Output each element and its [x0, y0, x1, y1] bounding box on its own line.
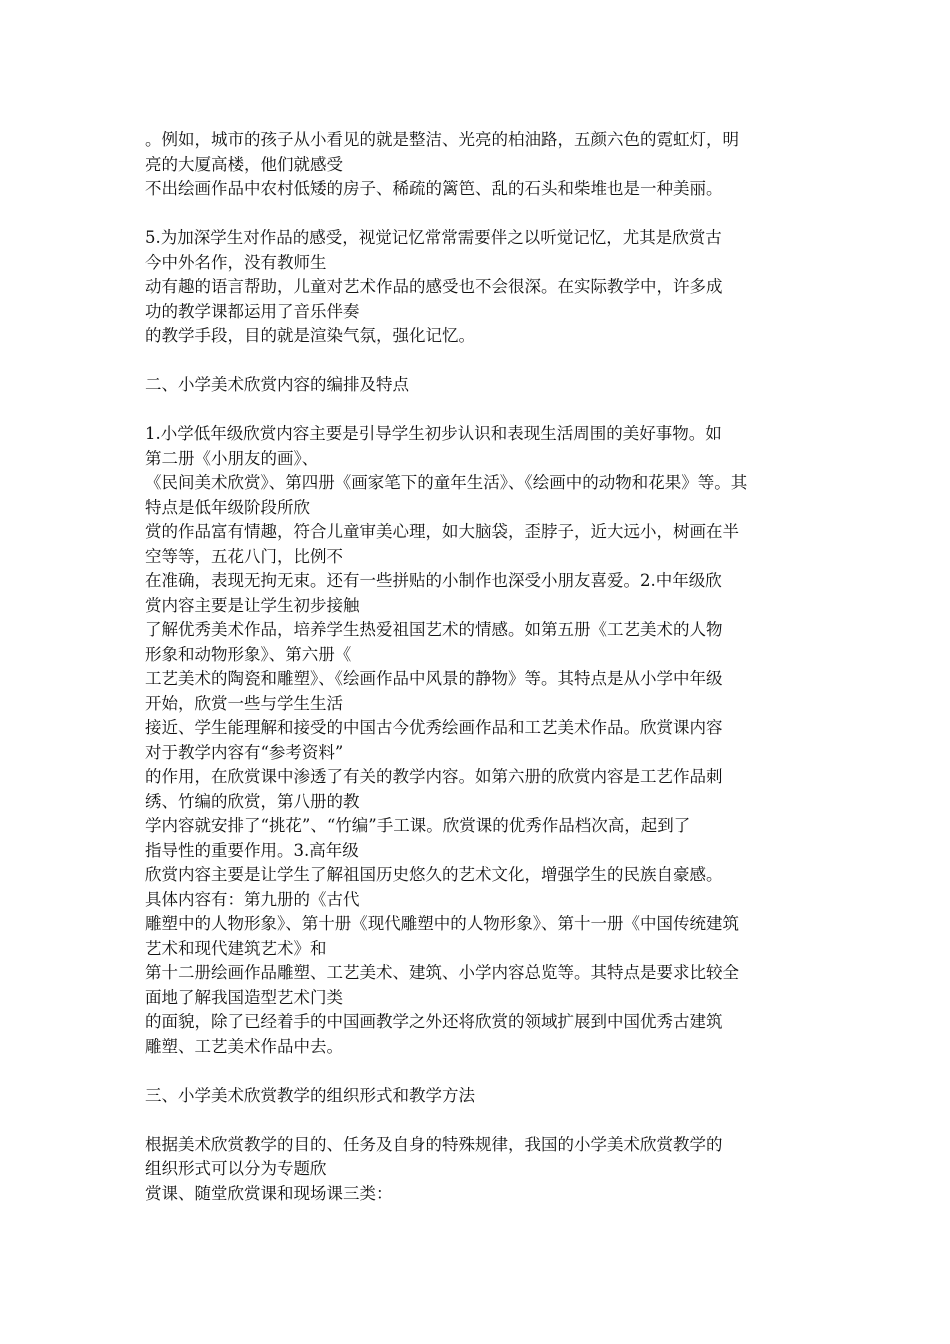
paragraph-gap [145, 398, 813, 423]
text-line: 第十二册绘画作品雕塑、工艺美术、建筑、小学内容总览等。其特点是要求比较全 [145, 963, 739, 982]
paragraph [145, 128, 813, 202]
text-line: 具体内容有：第九册的《古代 [145, 889, 360, 909]
text-line: 的面貌，除了已经着手的中国画教学之外还将欣赏的领域扩展到中国优秀古建筑 [145, 1012, 723, 1031]
text-line: 在准确，表现无拘无束。还有一些拼贴的小制作也深受小朋友喜爱。2.中年级欣 [145, 571, 722, 590]
section-heading [145, 1084, 813, 1109]
paragraph-gap [145, 202, 813, 227]
text-line: 对于教学内容有“参考资料” [145, 742, 344, 762]
text-line: 动有趣的语言帮助，儿童对艺术作品的感受也不会很深。在实际教学中，许多成 [145, 277, 723, 296]
text-line: 工艺美术的陶瓷和雕塑》、《绘画作品中风景的静物》等。其特点是从小学中年级 [145, 669, 723, 688]
document-page [145, 128, 813, 1206]
text-line: 赏课、随堂欣赏课和现场课三类： [145, 1183, 393, 1203]
text-line: 《民间美术欣赏》、第四册《画家笔下的童年生活》、《绘画中的动物和花果》等。其 [145, 473, 748, 492]
paragraph-gap [145, 1108, 813, 1133]
text-line: 空等等，五花八门，比例不 [145, 546, 343, 566]
text-line: 学内容就安排了“挑花”、“竹编”手工课。欣赏课的优秀作品档次高，起到了 [145, 816, 691, 835]
text-line: 1.小学低年级欣赏内容主要是引导学生初步认识和表现生活周围的美好事物。如 [145, 424, 722, 443]
paragraph [145, 1133, 813, 1207]
text-line: 亮的大厦高楼，他们就感受 [145, 154, 343, 174]
text-line: 5.为加深学生对作品的感受，视觉记忆常常需要伴之以听觉记忆，尤其是欣赏古 [145, 228, 722, 247]
paragraph [145, 226, 813, 349]
text-line: 的教学手段，目的就是渲染气氛，强化记忆。 [145, 326, 475, 345]
text-line: 组织形式可以分为专题欣 [145, 1159, 327, 1178]
text-line: 雕塑中的人物形象》、第十册《现代雕塑中的人物形象》、第十一册《中国传统建筑 [145, 914, 739, 933]
paragraph [145, 422, 813, 1059]
text-line: 功的教学课都运用了音乐伴奏 [145, 301, 360, 321]
text-line: 面地了解我国造型艺术门类 [145, 987, 343, 1007]
text-line: 开始，欣赏一些与学生生活 [145, 693, 343, 713]
text-line: 接近、学生能理解和接受的中国古今优秀绘画作品和工艺美术作品。欣赏课内容 [145, 718, 723, 737]
text-line: 的作用，在欣赏课中渗透了有关的教学内容。如第六册的欣赏内容是工艺作品刺 [145, 767, 723, 786]
text-line: 。例如，城市的孩子从小看见的就是整洁、光亮的柏油路，五颜六色的霓虹灯，明 [145, 130, 739, 149]
text-line: 形象和动物形象》、第六册《 [145, 644, 352, 664]
text-line: 赏的作品富有情趣，符合儿童审美心理，如大脑袋，歪脖子，近大远小，树画在半 [145, 522, 739, 541]
text-line: 雕塑、工艺美术作品中去。 [145, 1036, 343, 1056]
text-line: 不出绘画作品中农村低矮的房子、稀疏的篱笆、乱的石头和柴堆也是一种美丽。 [145, 179, 723, 198]
heading-text: 二、小学美术欣赏内容的编排及特点 [145, 375, 409, 394]
text-line: 今中外名作，没有教师生 [145, 252, 327, 272]
section-heading [145, 373, 813, 398]
heading-text: 三、小学美术欣赏教学的组织形式和教学方法 [145, 1085, 475, 1105]
text-line: 特点是低年级阶段所欣 [145, 497, 310, 517]
paragraph-gap [145, 1059, 813, 1084]
text-line: 艺术和现代建筑艺术》和 [145, 938, 327, 958]
text-line: 根据美术欣赏教学的目的、任务及自身的特殊规律，我国的小学美术欣赏教学的 [145, 1134, 723, 1154]
text-line: 指导性的重要作用。3.高年级 [145, 840, 359, 860]
text-line: 了解优秀美术作品，培养学生热爱祖国艺术的情感。如第五册《工艺美术的人物 [145, 620, 723, 639]
text-line: 第二册《小朋友的画》、 [145, 448, 319, 468]
text-line: 赏内容主要是让学生初步接触 [145, 595, 360, 615]
paragraph-gap [145, 349, 813, 374]
text-line: 绣、竹编的欣赏，第八册的教 [145, 791, 360, 811]
text-line: 欣赏内容主要是让学生了解祖国历史悠久的艺术文化，增强学生的民族自豪感。 [145, 865, 723, 884]
